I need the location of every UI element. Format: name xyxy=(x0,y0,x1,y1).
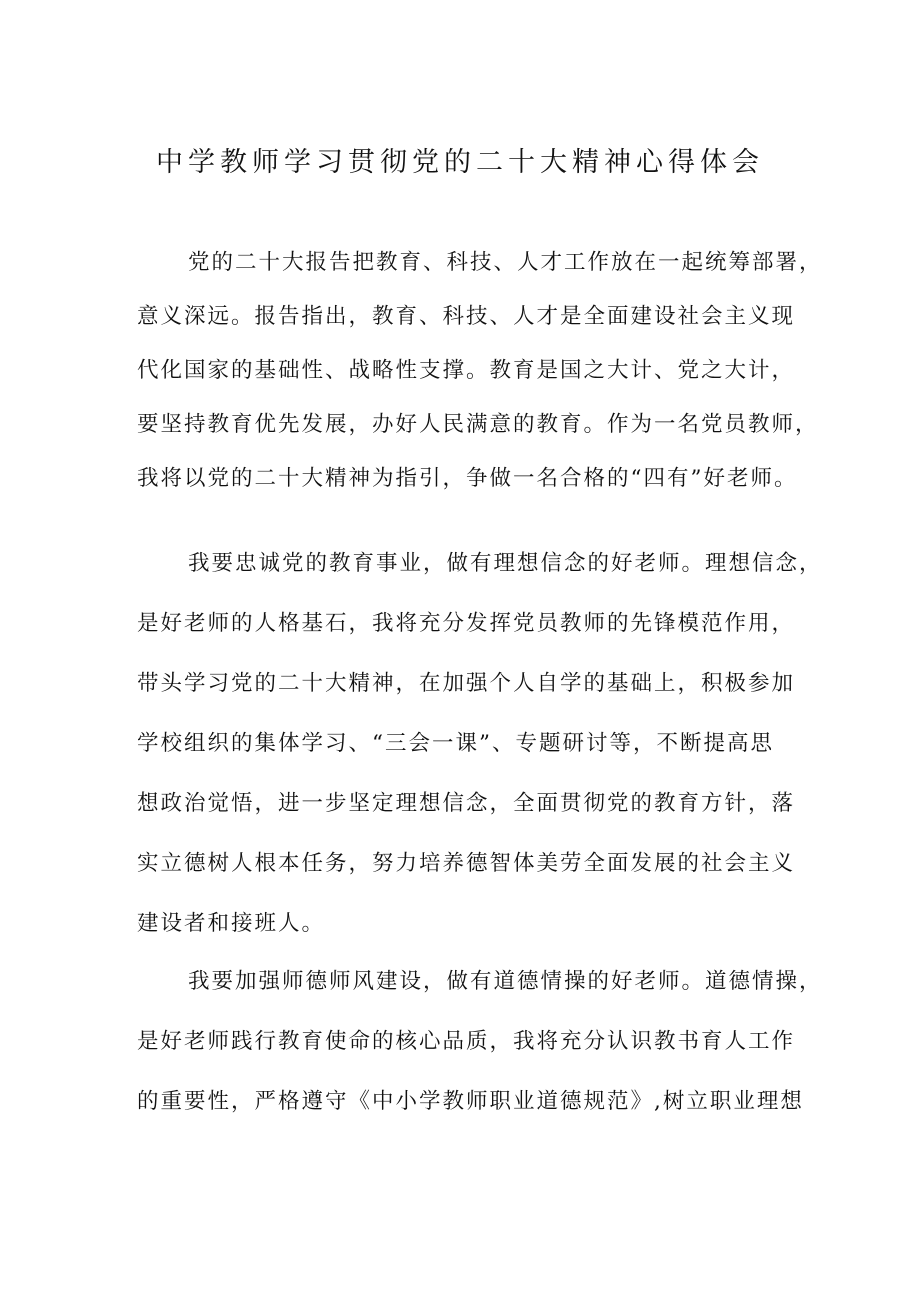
text-line: 是好老师的人格基石，我将充分发挥党员教师的先锋模范作用， xyxy=(137,611,796,636)
text-line: 意义深远。报告指出，教育、科技、人才是全面建设社会主义现 xyxy=(137,304,796,329)
text-line: 想政治觉悟，进一步坚定理想信念，全面贯彻党的教育方针，落 xyxy=(137,791,796,816)
text-line: 带头学习党的二十大精神，在加强个人自学的基础上，积极参加 xyxy=(137,671,796,696)
paragraph-3 xyxy=(137,952,837,1132)
text-line: 党的二十大报告把教育、科技、人才工作放在一起统筹部署， xyxy=(188,250,823,275)
paragraph-2 xyxy=(137,534,837,954)
text-line: 建设者和接班人。 xyxy=(137,911,326,936)
text-line: 是好老师践行教育使命的核心品质，我将充分认识教书育人工作 xyxy=(137,1029,796,1054)
text-line: 要坚持教育优先发展，办好人民满意的教育。作为一名党员教师， xyxy=(137,412,819,437)
text-line: 实立德树人根本任务，努力培养德智体美劳全面发展的社会主义 xyxy=(137,851,796,876)
text-line: 代化国家的基础性、战略性支撑。教育是国之大计、党之大计， xyxy=(137,358,796,383)
text-line: 我要忠诚党的教育事业，做有理想信念的好老师。理想信念， xyxy=(188,551,823,576)
text-line: 的重要性，严格遵守《中小学教师职业道德规范》,树立职业理想 xyxy=(137,1089,804,1114)
paragraph-1 xyxy=(137,236,837,506)
text-line: 我将以党的二十大精神为指引，争做一名合格的“四有”好老师。 xyxy=(137,466,798,491)
document-title: 中学教师学习贯彻党的二十大精神心得体会 xyxy=(156,147,764,178)
text-line: 学校组织的集体学习、“三会一课”、专题研讨等，不断提高思 xyxy=(137,731,774,756)
text-line: 我要加强师德师风建设，做有道德情操的好老师。道德情操， xyxy=(188,969,823,994)
